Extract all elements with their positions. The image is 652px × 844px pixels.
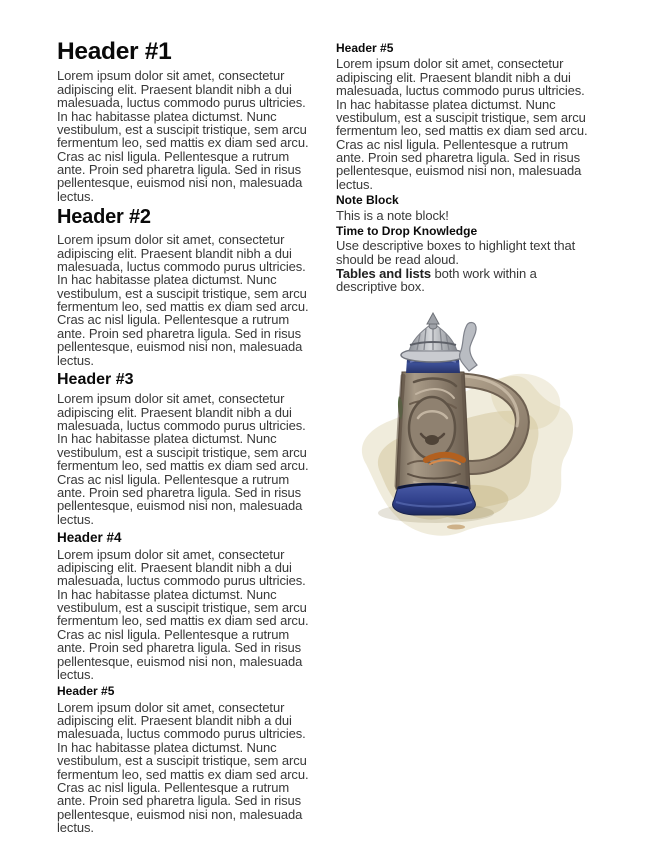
section-header-1 xyxy=(57,38,311,203)
stein-base xyxy=(393,483,476,515)
heading-3: Header #3 xyxy=(57,370,134,388)
section-header-4 xyxy=(57,530,311,681)
tables-lists-bold: Tables and lists xyxy=(336,266,431,282)
paragraph: Lorem ipsum dolor sit amet, consectetur adipiscing elit. Praesent blandit nibh a dui malesuada, luctus commodo purus ultricies. In hac habitasse platea dictumst. Nunc vestibulum, est a suscipit tristique, sem arcu fermentum leo, sed mattis ex diam sed arcu. Cras ac nisl ligula. Pellentesque a rutrum ante. Proin sed pharetra ligula. Sed in risus pellentesque, euismod nisi non, malesuada lectus. xyxy=(57,546,309,682)
heading-5: Header #5 xyxy=(57,684,115,699)
lid-finial xyxy=(427,313,439,324)
paragraph: Lorem ipsum dolor sit amet, consectetur adipiscing elit. Praesent blandit nibh a dui malesuada, luctus commodo purus ultricies. In hac habitasse platea dictumst. Nunc vestibulum, est a suscipit tristique, sem arcu fermentum leo, sed mattis ex diam sed arcu. Cras ac nisl ligula. Pellentesque a rutrum ante. Proin sed pharetra ligula. Sed in risus pellentesque, euismod nisi non, malesuada lectus. xyxy=(57,232,309,368)
heading-5: Header #5 xyxy=(336,41,394,55)
tables-lists-rest: both work within a descriptive box. xyxy=(336,266,537,295)
paragraph: Lorem ipsum dolor sit amet, consectetur adipiscing elit. Praesent blandit nibh a dui malesuada, luctus commodo purus ultricies. In hac habitasse platea dictumst. Nunc vestibulum, est a suscipit tristique, sem arcu fermentum leo, sed mattis ex diam sed arcu. Cras ac nisl ligula. Pellentesque a rutrum ante. Proin sed pharetra ligula. Sed in risus pellentesque, euismod nisi non, malesuada lectus. xyxy=(57,699,309,836)
paragraph: Lorem ipsum dolor sit amet, consectetur adipiscing elit. Praesent blandit nibh a dui malesuada, luctus commodo purus ultricies. In hac habitasse platea dictumst. Nunc vestibulum, est a suscipit tristique, sem arcu fermentum leo, sed mattis ex diam sed arcu. Cras ac nisl ligula. Pellentesque a rutrum ante. Proin sed pharetra ligula. Sed in risus pellentesque, euismod nisi non, malesuada lectus. xyxy=(57,391,309,527)
section-header-2 xyxy=(57,206,311,367)
beer-stein-watercolor-image xyxy=(336,312,592,544)
note-block-text: This is a note block! xyxy=(336,207,449,223)
left-column xyxy=(57,38,311,835)
wash-speck xyxy=(447,524,465,529)
right-column xyxy=(336,38,592,835)
heading-4: Header #4 xyxy=(57,530,122,546)
section-header-5-right xyxy=(336,41,592,191)
section-header-5-left xyxy=(57,684,311,834)
knowledge-block xyxy=(336,224,592,266)
paragraph: Lorem ipsum dolor sit amet, consectetur adipiscing elit. Praesent blandit nibh a dui malesuada, luctus commodo purus ultricies. In hac habitasse platea dictumst. Nunc vestibulum, est a suscipit tristique, sem arcu fermentum leo, sed mattis ex diam sed arcu. Cras ac nisl ligula. Pellentesque a rutrum ante. Proin sed pharetra ligula. Sed in risus pellentesque, euismod nisi non, malesuada lectus. xyxy=(57,68,309,204)
paragraph: Lorem ipsum dolor sit amet, consectetur adipiscing elit. Praesent blandit nibh a dui malesuada, luctus commodo purus ultricies. In hac habitasse platea dictumst. Nunc vestibulum, est a suscipit tristique, sem arcu fermentum leo, sed mattis ex diam sed arcu. Cras ac nisl ligula. Pellentesque a rutrum ante. Proin sed pharetra ligula. Sed in risus pellentesque, euismod nisi non, malesuada lectus. xyxy=(336,56,588,192)
note-block xyxy=(336,193,592,222)
tables-lists-line xyxy=(336,267,592,294)
knowledge-block-text: Use descriptive boxes to highlight text that should be read aloud. xyxy=(336,238,576,267)
heading-2: Header #2 xyxy=(57,206,151,229)
stein-body xyxy=(396,372,470,489)
thumb-lift xyxy=(460,322,477,371)
heading-1: Header #1 xyxy=(57,38,172,65)
stein-illustration xyxy=(336,312,592,544)
note-block-title: Note Block xyxy=(336,193,399,208)
section-header-3 xyxy=(57,371,311,526)
knowledge-block-title: Time to Drop Knowledge xyxy=(336,223,478,238)
